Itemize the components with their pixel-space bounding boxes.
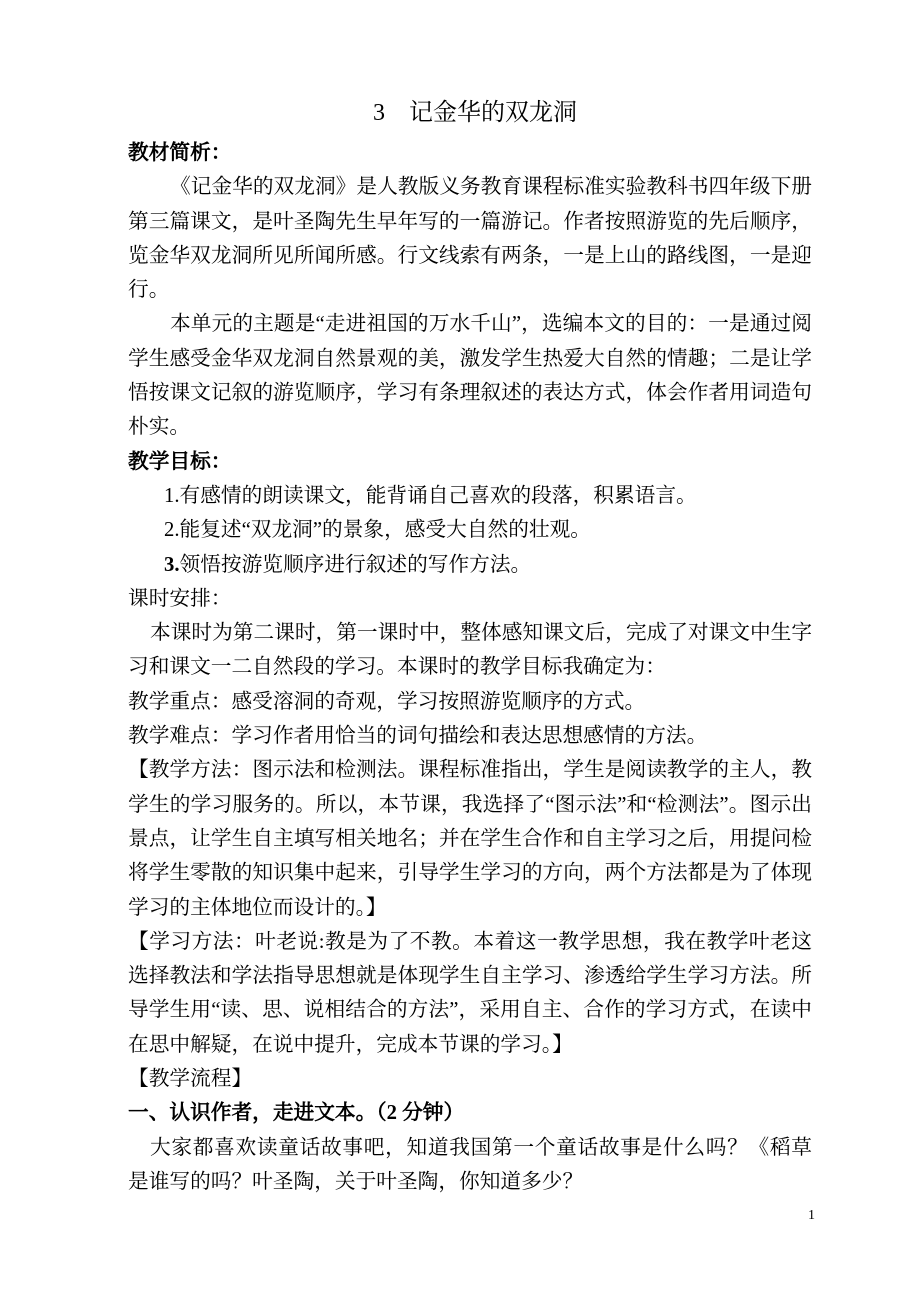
text-line: 将学生零散的知识集中起来，引导学生学习的方向，两个方法都是为了体现 bbox=[128, 862, 812, 885]
goal-number: 3. bbox=[164, 553, 180, 576]
analysis-heading: 教材简析： bbox=[128, 142, 232, 164]
goal-item: 2.能复述“双龙洞”的景象，感受大自然的壮观。 bbox=[164, 519, 591, 542]
text-line: 行。 bbox=[128, 279, 170, 302]
text-line: 本单元的主题是“走进祖国的万水千山”，选编本文的目的：一是通过阅 bbox=[170, 313, 812, 336]
text-line: 在思中解疑，在说中提升，完成本节课的学习。】 bbox=[128, 1033, 573, 1056]
text-line: 大家都喜欢读童话故事吧，知道我国第一个童话故事是什么吗？《稻草 bbox=[150, 1136, 812, 1159]
page-number: 1 bbox=[808, 1208, 815, 1223]
text-line: 学生感受金华双龙洞自然景观的美，激发学生热爱大自然的情趣；二是让学 bbox=[128, 347, 812, 370]
text-line: 导学生用“读、思、说相结合的方法”，采用自主、合作的学习方式，在读中 bbox=[128, 999, 812, 1022]
step1-heading: 一、认识作者，走进文本。（2 分钟） bbox=[128, 1102, 465, 1125]
text-line: 《记金华的双龙洞》是人教版义务教育课程标准实验教科书四年级下册 bbox=[170, 176, 812, 199]
text-line: 朴实。 bbox=[128, 416, 191, 439]
text-line: 习和课文一二自然段的学习。本课时的教学目标我确定为： bbox=[128, 656, 666, 679]
document-page bbox=[128, 96, 812, 1199]
goals-heading: 教学目标： bbox=[128, 450, 232, 473]
text-line: 【学习方法：叶老说:教是为了不教。本着这一教学思想，我在教学叶老这 bbox=[128, 930, 812, 953]
flow-heading: 【教学流程】 bbox=[128, 1068, 253, 1091]
key-point: 教学重点：感受溶洞的奇观，学习按照游览顺序的方式。 bbox=[128, 690, 646, 713]
goal-text: 领悟按游览顺序进行叙述的写作方法。 bbox=[179, 553, 532, 576]
text-line: 是谁写的吗？叶圣陶，关于叶圣陶，你知道多少？ bbox=[128, 1170, 584, 1193]
text-line: 本课时为第二课时，第一课时中，整体感知课文后，完成了对课文中生字 bbox=[150, 622, 812, 645]
text-line: 学习的主体地位而设计的。】 bbox=[128, 896, 387, 919]
difficulty: 教学难点：学习作者用恰当的词句描绘和表达思想感情的方法。 bbox=[128, 725, 708, 748]
text-line: 览金华双龙洞所见所闻所感。行文线索有两条，一是上山的路线图，一是迎 bbox=[128, 244, 812, 267]
text-line: 【教学方法：图示法和检测法。课程标准指出，学生是阅读教学的主人，教 bbox=[128, 759, 812, 782]
text-line: 学生的学习服务的。所以，本节课，我选择了“图示法”和“检测法”。图示出 bbox=[128, 793, 812, 816]
goal-item bbox=[128, 548, 812, 582]
text-line: 选择教法和学法指导思想就是体现学生自主学习、渗透给学生学习方法。所 bbox=[128, 965, 812, 988]
text-line: 悟按课文记叙的游览顺序，学习有条理叙述的表达方式，体会作者用词造句 bbox=[128, 382, 812, 405]
text-line: 第三篇课文，是叶圣陶先生早年写的一篇游记。作者按照游览的先后顺序， bbox=[128, 210, 812, 233]
text-line: 景点，让学生自主填写相关地名；并在学生合作和自主学习之后，用提问检 bbox=[128, 827, 812, 850]
schedule-heading: 课时安排： bbox=[128, 587, 232, 610]
goal-item: 1.有感情的朗读课文，能背诵自己喜欢的段落，积累语言。 bbox=[164, 484, 697, 507]
document-title: 3 记金华的双龙洞 bbox=[373, 100, 577, 126]
